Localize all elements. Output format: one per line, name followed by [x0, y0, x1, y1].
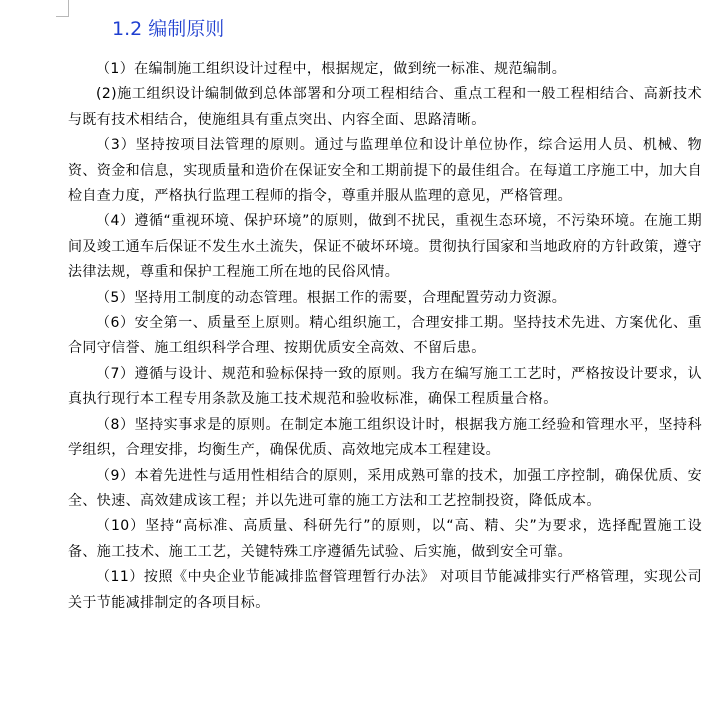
principle-paragraph-2: (2)施工组织设计编制做到总体部署和分项工程相结合、重点工程和一般工程相结合、高新技术与既有技术相结合，使施组具有重点突出、内容全面、思路清晰。 — [68, 86, 702, 128]
principle-paragraph-10: （10）坚持“高标准、高质量、科研先行”的原则，以“高、精、尖”为要求，选择配置施工设备、施工技术、施工工艺，关键特殊工序遵循先试验、后实施，做到安全可靠。 — [68, 518, 702, 560]
principle-paragraph-6: （6）安全第一、质量至上原则。精心组织施工，合理安排工期。坚持技术先进、方案优化、重合同守信誉、施工组织科学合理、按期优质安全高效、不留后患。 — [68, 315, 702, 357]
principle-paragraph-5: （5）坚持用工制度的动态管理。根据工作的需要，合理配置劳动力资源。 — [96, 289, 567, 306]
principle-paragraph-11: （11）按照《中央企业节能减排监督管理暂行办法》 对项目节能减排实行严格管理，实现公司关于节能减排制定的各项目标。 — [68, 569, 702, 611]
section-heading: 1.2 编制原则 — [112, 18, 225, 40]
margin-corner-mark — [56, 0, 69, 17]
principle-paragraph-7: （7）遵循与设计、规范和验标保持一致的原则。我方在编写施工工艺时，严格按设计要求，认真执行现行本工程专用条款及施工技术规范和验收标准，确保工程质量合格。 — [68, 365, 702, 408]
document-body — [68, 57, 702, 616]
principle-paragraph-9: （9）本着先进性与适用性相结合的原则，采用成熟可靠的技术，加强工序控制，确保优质、安全、快速、高效建成该工程；并以先进可靠的施工方法和工艺控制投资，降低成本。 — [68, 467, 702, 509]
principle-paragraph-4: （4）遵循“重视环境、保护环境”的原则，做到不扰民，重视生态环境，不污染环境。在施工期间及竣工通车后保证不发生水土流失，保证不破坏环境。贯彻执行国家和当地政府的方针政策，遵守法律法规，尊重和保护工程施工所在地的民俗风情。 — [68, 213, 702, 281]
principle-paragraph-1: （1）在编制施工组织设计过程中，根据规定，做到统一标准、规范编制。 — [96, 61, 567, 77]
principle-paragraph-8: （8）坚持实事求是的原则。在制定本施工组织设计时，根据我方施工经验和管理水平，坚持科学组织，合理安排，均衡生产，确保优质、高效地完成本工程建设。 — [68, 416, 702, 459]
principle-paragraph-3: （3）坚持按项目法管理的原则。通过与监理单位和设计单位协作，综合运用人员、机械、物资、资金和信息，实现质量和造价在保证安全和工期前提下的最佳组合。在每道工序施工中，加大自检自查力度，严格执行监理工程师的指令，尊重并服从监理的意见，严格管理。 — [68, 137, 702, 205]
